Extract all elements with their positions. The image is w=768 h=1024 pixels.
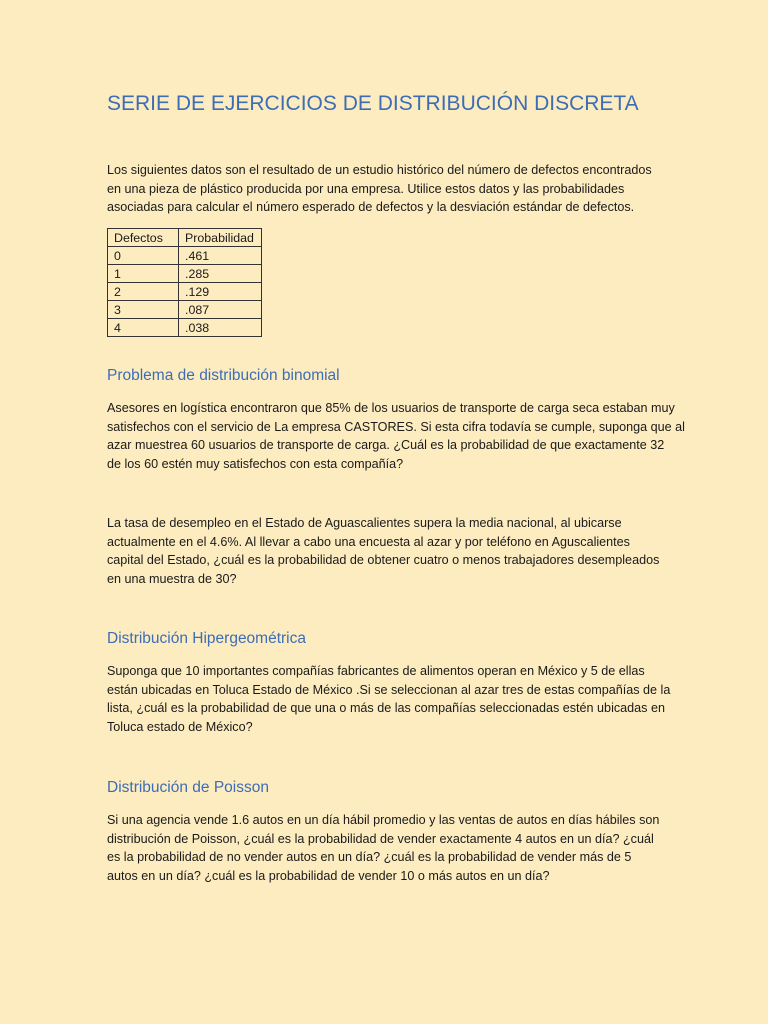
paragraph-line: La tasa de desempleo en el Estado de Aguascalientes supera la media nacional, al ubicarse [107, 516, 622, 530]
table-cell: 1 [108, 265, 179, 283]
table-cell: .038 [179, 319, 262, 337]
table-header-row [108, 229, 262, 247]
table-row [108, 247, 262, 265]
table-cell: .129 [179, 283, 262, 301]
paragraph-line: Suponga que 10 importantes compañías fabricantes de alimentos operan en México y 5 de ellas [107, 664, 645, 678]
hypergeometric-paragraph [107, 662, 671, 736]
table-cell: 4 [108, 319, 179, 337]
intro-line: en una pieza de plástico producida por una empresa. Utilice estos datos y las probabilidades [107, 181, 625, 196]
paragraph-line: capital del Estado, ¿cuál es la probabilidad de obtener cuatro o menos trabajadores desempleados [107, 553, 660, 567]
paragraph-line: están ubicadas en Toluca Estado de México .Si se seleccionan al azar tres de estas compañías de la [107, 682, 671, 697]
poisson-paragraph [107, 811, 667, 885]
binomial-paragraph-2 [107, 514, 667, 588]
table-cell: .285 [179, 265, 262, 283]
paragraph-line: en una muestra de 30? [107, 571, 237, 586]
paragraph-line: de los 60 estén muy satisfechos con esta compañía? [107, 456, 404, 471]
binomial-paragraph-1 [107, 399, 685, 473]
table-cell: 3 [108, 301, 179, 319]
paragraph-line: es la probabilidad de no vender autos en un día? ¿cuál es la probabilidad de vender más de 5 [107, 850, 632, 864]
paragraph-line: Asesores en logística encontraron que 85% de los usuarios de transporte de carga seca estaban muy [107, 401, 675, 415]
intro-line: asociadas para calcular el número esperado de defectos y la desviación estándar de defectos. [107, 200, 635, 214]
paragraph-line: Si una agencia vende 1.6 autos en un día hábil promedio y las ventas de autos en días hábiles son [107, 813, 660, 827]
paragraph-line: azar muestrea 60 usuarios de transporte de carga. ¿Cuál es la probabilidad de que exactamente 32 [107, 438, 665, 452]
paragraph-line: satisfechos con el servicio de La empresa CASTORES. Si esta cifra todavía se cumple, suponga que al [107, 419, 685, 434]
table-row [108, 265, 262, 283]
paragraph-line: autos en un día? ¿cuál es la probabilidad de vender 10 o más autos en un día? [107, 868, 550, 883]
intro-paragraph [107, 161, 667, 217]
hypergeometric-heading: Distribución Hipergeométrica [107, 630, 306, 647]
table-cell: .087 [179, 301, 262, 319]
paragraph-line: Toluca estado de México? [107, 719, 253, 734]
table-cell: .461 [179, 247, 262, 265]
page-title: SERIE DE EJERCICIOS DE DISTRIBUCIÓN DISCRETA [107, 92, 639, 115]
paragraph-line: actualmente en el 4.6%. Al llevar a cabo una encuesta al azar y por teléfono en Aguscalientes [107, 534, 630, 549]
table-cell: 0 [108, 247, 179, 265]
defects-probability-table [107, 228, 262, 337]
table-row [108, 319, 262, 337]
poisson-heading: Distribución de Poisson [107, 779, 269, 796]
binomial-heading: Problema de distribución binomial [107, 367, 340, 384]
intro-line: Los siguientes datos son el resultado de un estudio histórico del número de defectos encontrados [107, 163, 652, 177]
paragraph-line: lista, ¿cuál es la probabilidad de que una o más de las compañías seleccionadas estén ubicadas en [107, 701, 665, 715]
table-header-cell: Probabilidad [179, 229, 262, 247]
table-header-cell: Defectos [108, 229, 179, 247]
table-cell: 2 [108, 283, 179, 301]
table-row [108, 301, 262, 319]
paragraph-line: distribución de Poisson, ¿cuál es la probabilidad de vender exactamente 4 autos en un día? ¿cuál [107, 831, 654, 846]
table-row [108, 283, 262, 301]
